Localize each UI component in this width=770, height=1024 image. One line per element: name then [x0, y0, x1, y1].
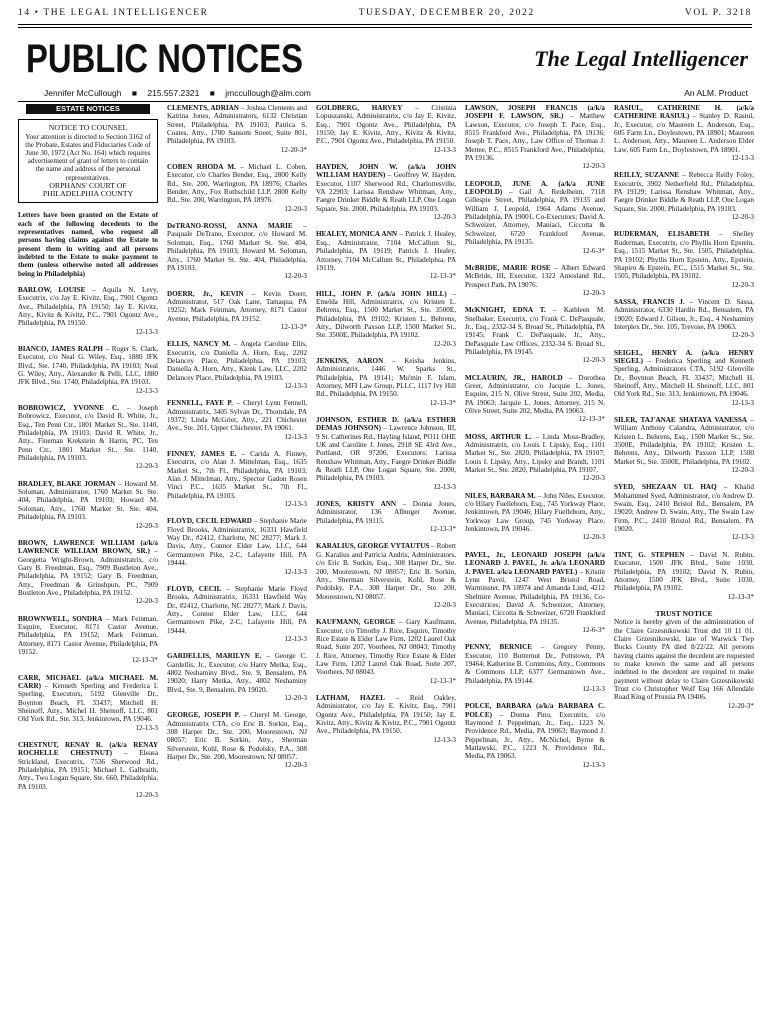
estate-notice — [18, 480, 158, 530]
estate-notice — [614, 104, 754, 162]
notice-date: 12-20-3 — [582, 356, 605, 365]
notice-date: 12-20-3 — [433, 339, 456, 348]
decedent-name: BARLOW, LOUISE — [18, 285, 86, 294]
decedent-name: POLCE, BARBARA (a/k/a BARBARA C. POLCE) — [465, 702, 605, 719]
estate-notice — [167, 340, 307, 390]
estate-notice — [465, 551, 605, 634]
header-rule — [18, 24, 752, 25]
estate-notice — [316, 290, 456, 348]
notice-date: 12-20-3* — [727, 701, 754, 710]
notice-text: – Robert G. Karalius and Patricia Andris, Administrators, c/o Eric B. Sorkin, Esq., 308 Harper Dr., Ste. 200, Moorestown, NJ 08057; Eric B. Sorkin, Atty., Sherman Silverstein, Kohl, Rose & Podolsky, P.A., 308 Harper Dr., Ste. 200, Moorestown, NJ 08057. — [316, 542, 456, 601]
notice-text: – Rebecca Reilly Foley, Executrix, 3902 Netherfield Rd., Philadelphia, PA 19129; Larissa Renshaw Whitman, Atty., Faegre Drinker Biddle & Reath LLP, One Logan Square, Ste. 2000, Philadelphia, PA 19103. — [614, 171, 754, 213]
contact-email[interactable]: jmccullough@alm.com — [225, 88, 311, 98]
decedent-name: FINNEY, JAMES E. — [167, 450, 237, 459]
estate-notice — [316, 694, 456, 744]
estate-notice — [167, 652, 307, 702]
masthead — [18, 34, 752, 86]
decedent-name: CHESTNUT, RENAY R. (a/k/a RENAY ROCHELLE CHESTNUT) — [18, 741, 158, 758]
notice-date: 12-13-3* — [429, 676, 456, 685]
decedent-name: PAVEL, Jr., LEONARD JOSEPH (a/k/a LEONARD J. PAVEL, Jr. a/k/a LEONARD J. PAVEL a/k/a LEONARD PAVEL) — [465, 550, 605, 576]
issue-date: TUESDAY, DECEMBER 20, 2022 — [358, 8, 535, 18]
decedent-name: McKNIGHT, EDNA T. — [465, 306, 546, 315]
estate-notice — [316, 542, 456, 609]
notice-text: – Mark Feinman, Esquire, Executor, 8171 Castor Avenue, Philadelphia, PA 19152; Mark Feinman, Attorney, 8171 Castor Avenue, Philadelphia, PA 19152. — [18, 614, 158, 656]
estate-notice — [316, 416, 456, 491]
notice-date: 12-20-3 — [582, 533, 605, 542]
notice-text: – Emelda Hill, Administratrix, c/o Kristen L. Behrens, Esq., 1500 Market St., Ste. 3500E, Philadelphia, PA 19102; Kristen L. Behrens, Atty., Dilworth Paxson LLP, 1500 Market St., Ste. 3500E, Philadelphia, PA 19102. — [316, 289, 456, 340]
estate-notice — [167, 450, 307, 508]
notice-date: 12-13-3 — [135, 327, 158, 336]
notice-text: – Keisha Jenkins, Administratrix, 1446 W. Sparks St., Philadelphia, PA 19141; Mu'min F. Islam, Attorney, MFI Law Group, PLLC, 1117 Ivy Hill Rd., Philadelphia, PA 19150. — [316, 356, 456, 399]
decedent-name: LAWSON, JOSEPH FRANCIS (a/k/a JOSEPH F. LAWSON, SR.) — [465, 104, 605, 121]
estate-notice — [614, 171, 754, 221]
decedent-name: McBRIDE, MARIE ROSE — [465, 263, 551, 272]
estate-notice — [167, 222, 307, 280]
notice-date: 12-13-3 — [433, 482, 456, 491]
estate-notice — [167, 163, 307, 213]
decedent-name: JOHNSON, ESTHER D. (a/k/a ESTHER DEMAS JOHNSON) — [316, 416, 456, 433]
notice-to-counsel-box — [18, 119, 158, 203]
notice-text: – Dorothea Greer, Administrator, c/o Jacquie L. Jones, Esquire, 215 N. Olive Street, Suite 202, Media, PA 19063; Jacquie L. Jones, Attorney, 215 N. Olive Street, Suite 202, Media, PA 19063. — [465, 373, 605, 415]
notice-date: 12-13-3* — [727, 592, 754, 601]
notice-date: 12-20-3 — [582, 162, 605, 171]
decedent-name: JENKINS, AARON — [316, 356, 384, 365]
estate-notice — [316, 230, 456, 280]
estate-notice — [18, 286, 158, 336]
decedent-name: BROWNWELL, SONDRA — [18, 614, 103, 623]
estate-notice — [316, 500, 456, 533]
decedent-name: ELLIS, NANCY M. — [167, 340, 231, 349]
decedent-name: COBEN RHODA M. — [167, 163, 236, 172]
bullet-icon: ■ — [131, 88, 137, 98]
decedent-name: SILER, TAJ'ANAE SHATAYA VANESSA — [614, 416, 747, 424]
notice-date: 12-13-3* — [280, 322, 307, 331]
decedent-name: REILLY, SUZANNE — [614, 171, 680, 180]
estate-intro: Letters have been granted on the Estate of each of the following decedents to the representatives named, who request all persons having claims against the Estate to present them in writing and all persons indebted to the Estate to make payment to them (unless otherwise noted all addresses being in Philadelphia) — [18, 211, 158, 278]
estate-notice — [316, 104, 456, 154]
contact-rule — [18, 101, 752, 102]
notice-text: – Albert Edward McBride, III, Executor, 1322 Amosland Rd., Prospect Park, PA 19076. — [465, 263, 605, 289]
notice-date: 12-13-3 — [433, 145, 456, 154]
notice-date: 12-20-3 — [284, 272, 307, 281]
estate-notice — [316, 163, 456, 221]
bullet-icon: ■ — [209, 88, 215, 98]
notice-date: 12-13-3 — [284, 634, 307, 643]
notice-text: – Georgetta Wright-Brown, Administratrix, c/o Gary B. Freedman, Esq., 7909 Bustleton Ave., Philadelphia, PA 19152; Gary B. Freedman, Atty., Freedman & Grinshpun, PC, 7909 Bustleton Ave., Philadelphia, PA 19152. — [18, 547, 158, 597]
trust-notice — [614, 610, 754, 710]
estate-notice — [614, 551, 754, 601]
notice-date: 12-20-3 — [731, 280, 754, 289]
notice-text: – Kathleen M. Snelbaker, Executrix, c/o Frank C. DePasquale, Jr., Esq., 2332-34 S. Broad St., Philadelphia, PA 19145; Frank C. DePasquale, Jr., Atty., DePasquale Law Offices, 2332-34 S. Broad St., Philadelphia, PA 19145. — [465, 306, 605, 356]
estate-notice — [614, 483, 754, 541]
estate-notice — [167, 517, 307, 575]
estate-notice — [465, 180, 605, 255]
notice-date: 12-20-3 — [582, 474, 605, 483]
decedent-name: CLEMENTS, ADRIAN — [167, 104, 239, 112]
notice-date: 12-13-3 — [582, 760, 605, 769]
decedent-name: TINT, G. STEPHEN — [614, 550, 685, 559]
notice-date: 12-20-3 — [135, 791, 158, 800]
estate-notice — [465, 264, 605, 297]
estate-notice — [465, 643, 605, 693]
notice-text: – Cheryl Lynn Fennell, Administratrix, 3405 Sylvan Dr., Thorndale, PA 19372; Linda McGrier, Atty., 221 Chichester Ave., Ste. 201, Upper Chichester, PA 19061. — [167, 399, 307, 433]
notice-date: 12-13-3* — [131, 656, 158, 665]
estate-notice — [614, 416, 754, 474]
estate-notice — [18, 539, 158, 606]
notice-text: – Donna Jones, Administrator, 136 Alburger Avenue, Philadelphia, PA 19115. — [316, 500, 456, 525]
header-rule-2 — [18, 27, 752, 28]
notice-text: – Eleasa Strickland, Executrix, 7536 Sherwood Rd., Philadelphia, PA 19151; Michael L. Galbraith, Atty., Two Logan Square, Ste. 660, Philadelphia, PA 19103. — [18, 749, 158, 791]
notice-text: – Geoffrey W. Hayden, Executor, 1107 Sherwood Rd., Charlottesville, VA 22903; Larissa Renshaw Whitman, Atty., Faegre Drinker Biddle & Reath LLP, One Logan Square, Ste. 2000, Philadelphia, PA 19103. — [316, 171, 456, 213]
notice-text: – Shelley Ruderman, Executrix, c/o Phyllis Horn Epstein, Esq., 1515 Market St., Ste. 1505, Philadelphia, PA 19102; Phyllis Horn Epstein, Atty., Epstein, Shapiro & Epstein, P.C., 1515 Market St., Ste. 1505, Philadelphia, PA 19102. — [614, 230, 754, 281]
decedent-name: HILL, JOHN P. (a/k/a JOHN HILL) — [316, 289, 447, 298]
notice-date: 12-13-3 — [731, 154, 754, 163]
decedent-name: GARDELLIS, MARILYN E. — [167, 652, 262, 661]
estate-notice — [167, 711, 307, 769]
decedent-name: LEOPOLD, JUNE A. (a/k/a JUNE LEOPOLD) — [465, 179, 605, 197]
notice-text: – Matthew Lawson, Executor, c/o Joseph T. Pace, Esq., 8515 Frankford Ave., Philadelphia, PA 19136; Joseph T. Pace, Atty., Law Office of Thomas J. Mettee, P.C., 8515 Frankford Ave., Philadelphia, PA 19136. — [465, 112, 605, 163]
decedent-name: GOLDBERG, HARVEY — [316, 104, 403, 112]
notice-date: 12-6-3* — [582, 625, 605, 634]
estate-notice — [614, 298, 754, 340]
decedent-name: SEIGEL, HENRY A. (a/k/a HENRY SIEGEL) — [614, 348, 754, 365]
notice-text: – Stephanie Marie Floyd Brooks, Administratrix, 16331 Hawfield Way Dr., #2412, Charlotte, NC 28277; Mark J. Davis, Atty., Connor Elder Law, LLC, 644 Germantown Pike, 2-C, Lafayette Hill, PA 19444. — [167, 517, 307, 568]
decedent-name: SYED, SHEZAAN UL HAQ — [614, 483, 717, 492]
notice-text: – John Niles, Executor, c/o Hilary Fuelleborn, Esq., 745 Yorkway Place, Jenkintown, PA 19046; Hilary Fuelleborn, Atty., Yorkway Law Group, 745 Yorkway Place, Jenkintown, PA 19046. — [465, 491, 605, 534]
notice-date: 12-13-3 — [135, 386, 158, 395]
notice-date: 12-20-3 — [284, 204, 307, 213]
decedent-name: MOSS, ARTHUR L. — [465, 432, 532, 441]
notice-text: – Gregory Penny, Executor, 110 Butternut Dr., Pottstown, PA 19464; Katherine B. Commons, Atty., Commons & Commons LLP, 6377 Germantown Ave., Philadelphia, PA 19144. — [465, 643, 605, 685]
decedent-name: HAYDEN, JOHN W. (a/k/a JOHN WILLIAM HAYDEN) — [316, 163, 456, 180]
notice-date: 12-20-3 — [135, 521, 158, 530]
notice-date: 12-20-3 — [135, 462, 158, 471]
alm-product: An ALM. Product — [684, 88, 748, 98]
notice-text: – Michael L. Coben, Executor, c/o Charles Bender, Esq., 2800 Kelly Rd., Ste. 200, Warrington, PA 18976; Charles Bender, Atty., Fox Rothschild LLP, 2800 Kelly Rd., Ste. 200, Warrington, PA 18976. — [167, 163, 307, 205]
decedent-name: CARR, MICHAEL (a/k/a MICHAEL M. CARR) — [18, 673, 158, 691]
contact-phone: 215.557.2321 — [147, 88, 200, 98]
estate-notice — [465, 492, 605, 542]
estate-notice — [18, 615, 158, 665]
decedent-name: FENNELL, FAYE P. — [167, 399, 233, 408]
notice-text: – Reid Oakley, Administrator, c/o Jay E. Kivitz, Esq., 7901 Ogontz Ave., Philadelphia, PA 19150; Jay E. Kivitz, Atty., Kivitz & Kivitz, P.C., 7901 Ogontz Ave., Philadelphia, PA 19150. — [316, 693, 456, 736]
notice-text: – Vincent D. Sassa, Administrator, 6330 Hardin Rd., Bensalem, PA 19020; Edward J. Gilson, Jr., Esq., 4 Neshaminy Interplex Dr., Ste. 105, Trevose, PA 19063. — [614, 297, 754, 331]
notice-date: 12-13-3* — [429, 398, 456, 407]
notice-text: – Kenneth Sperling and Frederica I. Sperling, Executors, 5192 Glenville Dr., Boynton Beach, FL 33437; Mitchell H. Sheinoff, Atty., Michel H. Sheinoff, LLC, 801 Old York Rd., Ste. 313, Jenkintown, PA 19046. — [18, 682, 158, 724]
page-header — [18, 8, 752, 22]
decedent-name: NILES, BARBARA M. — [465, 491, 536, 500]
contact-name: Jennifer McCullough — [44, 88, 122, 98]
notice-text: – Gail A. Redelheim, 7118 Gillespie Street, Philadelphia, PA 19135 and William J. Leopold, 1964 Adams Avenue, Philadelphia, PA 19001, Co-Executors; David A. Schweizer, Attorney, Maniaci, Ciccotta & Schweizer, 6720 Frankford Avenue, Philadelphia, PA 19135. — [465, 188, 605, 247]
estate-notice — [316, 357, 456, 407]
newspaper-logo: The Legal Intelligencer — [534, 46, 748, 71]
trust-heading: TRUST NOTICE — [655, 608, 713, 618]
estate-notice — [167, 290, 307, 332]
box-footer: ORPHANS' COURT OF PHILADELPHIA COUNTY — [42, 180, 134, 198]
notice-text: – Joseph Bobrowicz, Executor, c/o David R. White, Jr., Esq., Ten Penn Ctr., 1801 Market St., Ste. 1140, Philadelphia, PA 19103; David R. White, Jr., Atty., Fineman Krekstein & Harris, PC, Ten Penn Ctr., 1801 Market St., Ste. 1140, Philadelphia, PA 19103. — [18, 404, 158, 463]
notice-date: 12-13-3 — [731, 398, 754, 407]
decedent-name: KARALIUS, GEORGE VYTAUTUS — [316, 542, 430, 551]
decedent-name: GEORGE, JOSEPH P. — [167, 711, 240, 720]
notice-text: – George C. Gardellis, Jr., Executor, c/o Harry Metka, Esq., 4802 Neshaminy Blvd., Ste. 9, Bensalem, PA 19020; Harry Metka, Atty., 4802 Neshaminy Blvd., Ste. 9, Bensalem, PA 19020. — [167, 652, 307, 694]
box-body: Your attention is directed to Section 3162 of the Probate, Estates and Fiduciaries Code of June 30, 1972 (Act No. 164) which requires advertisement of grant of letters to contain the name and address of the personal representatives. — [25, 132, 151, 182]
decedent-name: PENNY, BERNICE — [465, 643, 533, 652]
column-3 — [316, 104, 456, 1016]
notice-text: – Linda Moss-Bradley, Administratrix, c/o Louis I. Lipsky, Esq., 1101 Market St., Ste. 2820, Philadelphia, PA 19107; Louis I. Lipsky, Atty., Lipsky and Brandt, 1101 Market St., Ste. 2820, Philadelphia, PA 19107. — [465, 432, 605, 475]
estate-notice — [167, 585, 307, 643]
estate-notice — [465, 104, 605, 171]
estate-notice — [465, 306, 605, 364]
notice-date: 12-13-3 — [433, 735, 456, 744]
notice-date: 12-13-3* — [429, 525, 456, 534]
volume-label: VOL P. 3218 — [684, 8, 752, 18]
notice-text: – David N. Rubin, Executor, 1500 JFK Blvd., Suite 1030, Philadelphia, PA 19102; David N. Rubin, Attorney, 1500 JFK Blvd., Suite 1030, Philadelphia, PA 19102. — [614, 550, 754, 593]
notice-text: – Pasquale DeTrano, Executor, c/o Howard M. Soloman, Esq., 1760 Market St. Ste. 404, Philadelphia, PA 19103; Howard M. Soloman, Atty., 1760 Market St. Ste. 404, Philadelphia, PA 19103. — [167, 222, 307, 272]
decedent-name: DOERR, Jr., KEVIN — [167, 289, 244, 298]
column-5 — [614, 104, 754, 1016]
notice-date: 12-13-3 — [135, 723, 158, 732]
notice-date: 12-13-3 — [284, 432, 307, 441]
notice-date: 12-20-3 — [135, 597, 158, 606]
estate-notice — [18, 404, 158, 471]
decedent-name: BRADLEY, BLAKE JORMAN — [18, 479, 116, 488]
notice-text: – Cheryl M. George, Administratrix CTA, c/o Eric B. Sorkin, Esq., 308 Harper Dr., Ste. 200, Moorestown, NJ 08057; Eric B. Sorkin, Atty., Sherman Silverstein, Kohl, Rose & Podolsky, P.A., 308 Harper Dr., Ste. 200, Moorestown, NJ 08057. — [167, 711, 307, 762]
notice-text: – Roger S. Clark, Executor, c/o Neal G. Wiley, Esq., 1880 JFK Blvd., Ste. 1740, Philadelphia, PA 19103; Neal G. Wiley, Atty., Alexander & Pelli, LLC, 1880 JFK Blvd., Ste. 1740, Philadelphia, PA 19103. — [18, 344, 158, 387]
decedent-name: KAUFMANN, GEORGE — [316, 618, 396, 627]
decedent-name: RASIUL, CATHERINE H. (a/k/a CATHERINE RASIUL) — [614, 104, 754, 121]
decedent-name: FLOYD, CECIL EDWARD — [167, 517, 252, 526]
estate-notice — [18, 345, 158, 395]
estate-notice — [614, 349, 754, 407]
notice-date: 12-20-3 — [284, 693, 307, 702]
notice-text: – Kristin Lynn Pavel, 1247 West Bristol Road, Warminster, PA 18974 and Amanda Lind, 4212 Shelmire Avenue, Philadelphia, PA 19136, Co-Executrices; David A. Schweizer, Attorney, Maniaci, Ciccotta & Schweizer, 6720 Frankford Avenue, Philadelphia, PA 19135. — [465, 567, 605, 626]
notice-date: 12-20-3 — [284, 761, 307, 770]
notice-text: – Patrick J. Healey, Esq., Administrator, 7104 McCallum St., Philadelphia, PA 19119; Patrick J. Healey, Attorney, 7104 McCallum St., Philadelphia, PA 19119. — [316, 230, 456, 272]
decedent-name: BIANCO, JAMES RALPH — [18, 344, 103, 353]
notice-text: – Kevin Doerr, Administrator, 517 Oak Lane, Tamaqua, PA 19252; Mark Feinman, Attorney, 8171 Castor Avenue, Philadelphia, PA 19152. — [167, 289, 307, 323]
notice-date: 12-13-3 — [284, 567, 307, 576]
column-4 — [465, 104, 605, 1016]
estate-notice — [18, 674, 158, 732]
notice-text: – Carida A. Finney, Executrix, c/o Alan J. Mittelman, Esq., 1635 Market St., 7th Fl., Philadelphia, PA 19103; Alan J. Mittelman, Atty., Spector Gadon Rosen Vinci P.C., 1635 Market St., 7th Fl., Philadelphia, PA 19103. — [167, 450, 307, 500]
notice-date: 12-20-3* — [280, 145, 307, 154]
notice-text: – Stanley D. Rasiul, Jr., Executor, c/o Maureen L. Anderson, Esq., 605 Farm Ln., Doylestown, PA 18901; Maureen L. Anderson, Atty., Maureen L. Anderson Elder Law, 605 Farm Ln., Doylestown, PA 18901. — [614, 112, 754, 154]
estate-notice — [465, 702, 605, 769]
notice-text: – Gary Kaufmann, Executor, c/o Timothy J. Rice, Esquire, Timothy Rice Estate & Elder Law Firm, 1202 Laurel Oak Road, Suite 207, Voorhees, NJ 08043; Timothy J. Rice, Attorney, Timothy Rice Estate & Elder Law Firm, 1202 Laurel Oak Road, Suite 207, Voorhees, NJ 08043. — [316, 618, 456, 677]
contact-bar — [18, 88, 752, 99]
decedent-name: FLOYD, CECIL — [167, 584, 222, 593]
page-label: 14 • THE LEGAL INTELLIGENCER — [18, 8, 209, 18]
notice-text: – Angela Caroline Ellis, Executrix, c/o Daniella A. Horn, Esq., 2202 Delancey Place, Philadelphia, PA 19103; Daniella A. Horn, Atty., Klenk Law, LLC, 2202 Delancey Place, Philadelphia, PA 19103. — [167, 340, 307, 382]
estate-notice — [167, 104, 307, 154]
estate-notice — [18, 741, 158, 799]
notice-text: – Stephanie Marie Floyd Brooks, Administratrix, 16331 Hawfield Way Dr., #2412, Charlotte, NC 28277; Mark J. Davis, Atty., Connor Elder Law, LLC, 644 Germantown Pike, 2-C, Lafayette Hill, PA 19444. — [167, 584, 307, 635]
notice-text: – Joshua Clements and Katrina Jones, Administrators, 6132 Christian Street, Philadelphia, PA 19103; Patrica S. Coates, Atty., 1700 Sansom Street, Suite 801, Philadelphia, PA 19103. — [167, 104, 307, 146]
notice-date: 12-13-3 — [582, 684, 605, 693]
notice-date: 12-20-3 — [731, 331, 754, 340]
notice-date: 12-13-3 — [284, 500, 307, 509]
notice-text: – Frederica Sperling and Kenneth Sperling, Administrators CTA, 5192 Glenville Dr., Boynton Beach, FL 33437; Mitchell H. Sheinoff, Atty., Mitchell H. Sheinoff, LLC, 801 Old York Rd., Ste. 313, Jenkintown, PA 19046. — [614, 356, 754, 399]
column-2 — [167, 104, 307, 1016]
notice-date: 12-20-3 — [731, 213, 754, 222]
decedent-name: JONES, KRISTY ANN — [316, 500, 397, 509]
notice-text: – William Anthony Calandra, Administrator, c/o Kristen L. Behrens, Esq., 1500 Market St., Ste. 3500E, Philadelphia, PA 19102; Kristen L. Behrens, Atty., Dilworth Paxson LLP, 1500 Market St., Ste. 3500E, Philadelphia, PA 19102. — [614, 416, 754, 466]
estate-notice — [167, 399, 307, 441]
notice-date: 12-20-3 — [433, 213, 456, 222]
page-title: PUBLIC NOTICES — [26, 37, 303, 81]
notice-date: 12-13-3 — [731, 533, 754, 542]
decedent-name: MCLAURIN, JR., HAROLD — [465, 373, 563, 382]
decedent-name: LATHAM, HAZEL — [316, 693, 386, 702]
decedent-name: SASSA, FRANCIS J. — [614, 297, 685, 306]
section-heading: ESTATE NOTICES — [26, 104, 150, 114]
estate-notice — [614, 230, 754, 288]
notice-columns — [18, 104, 754, 1016]
notice-date: 12-20-3 — [582, 288, 605, 297]
notice-date: 12-13-3* — [578, 415, 605, 424]
column-1 — [18, 104, 158, 1016]
decedent-name: BROWN, LAWRENCE WILLIAM (a/k/a LAWRENCE WILLIAM BROWN, SR.) — [18, 538, 158, 556]
notice-text: – Aquila N. Levy, Executrix, c/o Jay E. Kivitz, Esq., 7901 Ogontz Ave., Philadelphia, PA 19150; Jay E. Kivitz, Atty., Kivitz & Kivitz, P.C., 7901 Ogontz Ave., Philadelphia, PA 19150. — [18, 285, 158, 328]
estate-notice — [465, 433, 605, 483]
decedent-name: DeTRANO-ROSSI, ANNA MARIE — [167, 222, 293, 231]
box-heading: NOTICE TO COUNSEL — [48, 123, 128, 133]
decedent-name: BOBROWICZ, YVONNE C. — [18, 404, 119, 413]
notice-text: – Howard M. Soloman, Administrator, 1760 Market St. Ste. 404, Philadelphia, PA 19103; Howard M. Soloman, Atty., 1760 Market St. Ste. 404, Philadelphia, PA 19103. — [18, 479, 158, 522]
notice-date: 12-13-3 — [284, 381, 307, 390]
notice-text: – Lawrence Johnson, III, 9 St. Catherines Rd., Hayling Island, PO11 OHE UK and Caroline J. Jones, 2918 SE 43rd Ave., Portland, OR 97206, Executors; Larissa Renshaw Whitman, Atty., Faegre Drinker Biddle & Reath LLP, One Logan Square, Ste. 2000, Philadelphia, PA 19103. — [316, 424, 456, 483]
notice-date: 12-20-3 — [731, 466, 754, 475]
trust-text: Notice is hereby given of the administration of the Claire Grzesnikowski Trust dtd 10 11 01. Claire Grzesnikowski, late of Warwick Twp Bucks County PA died 8/22/22. All persons having claims against the decedent are requested to make known the same and all persons indebted to the decedent are required to make payment without delay to Claire Grzesnikowski Trust c/o Christopher Wolf Esq 166 Allendale Road King of Prussia PA 19406. — [614, 618, 754, 702]
estate-notice — [316, 618, 456, 685]
notice-date: 12-20-3 — [433, 600, 456, 609]
notice-text: – Cristinia Lopuszanski, Administratrix, c/o Jay E. Kivitz, Esq., 7901 Ogontz Ave., Philadelphia, PA 19150; Jay E. Kivitz, Atty., Kivitz & Kivitz, P.C., 7901 Ogontz Ave., Philadelphia, PA 19150. — [316, 104, 456, 146]
notice-text: – Khalid Mohammed Syed, Administrator, c/o Andrew D. Swain, Esq., 2410 Bristol Rd., Bensalem, PA 19020; Andrew D. Swain, Atty., The Swain Law Firm, P.C., 2410 Bristol Rd., Bensalem, PA 19020. — [614, 483, 754, 534]
notice-date: 12-6-3* — [582, 246, 605, 255]
notice-text: – Donna Pino, Executrix, c/o Raymond J. Peppelman, Jr., Esq., 1223 N. Providence Rd., Media, PA 19063; Raymond J. Peppelman, Jr., Atty., McNichol, Byrne & Matlawski, P.C., 1223 N. Providence Rd., Media, PA 19063. — [465, 710, 605, 761]
notice-date: 12-13-3* — [429, 272, 456, 281]
decedent-name: HEALEY, MONICA ANN — [316, 230, 398, 239]
decedent-name: RUDERMAN, ELISABETH — [614, 230, 710, 239]
estate-notice — [465, 374, 605, 424]
